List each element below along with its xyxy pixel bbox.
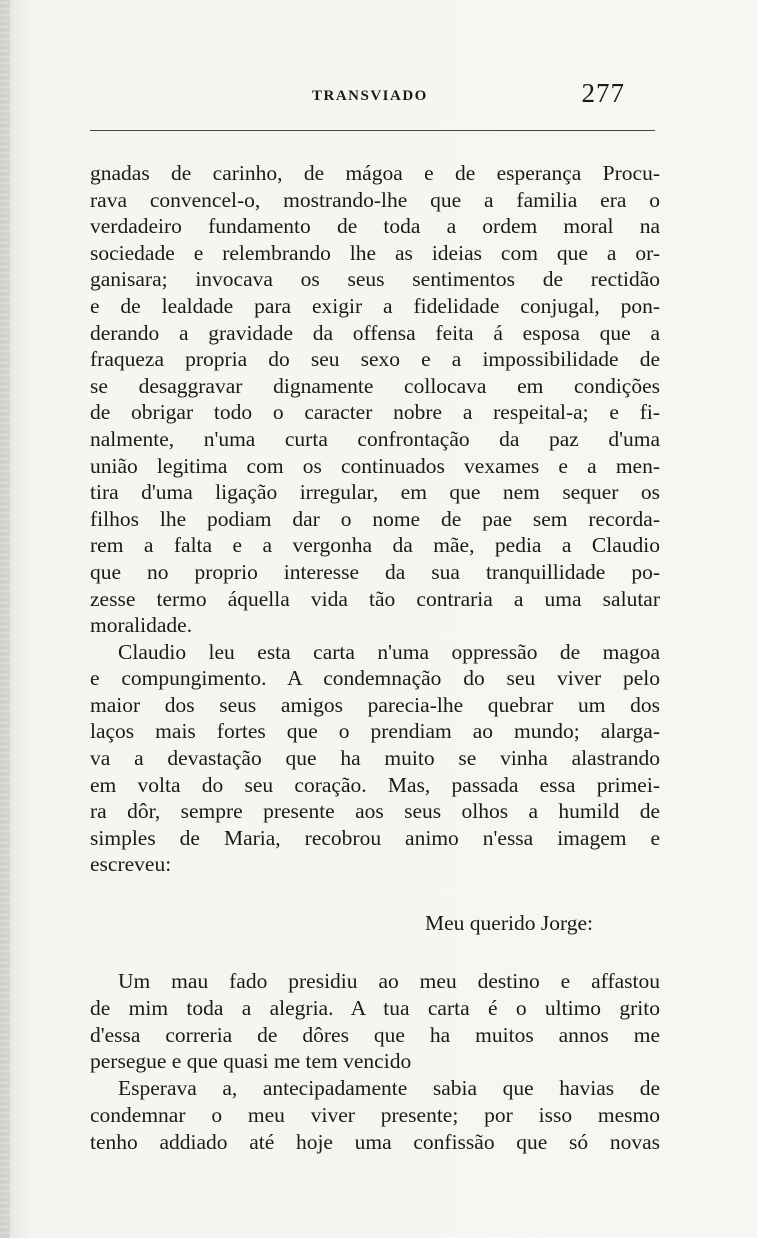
text-line: se desaggravar dignamente collocava em condições bbox=[90, 373, 660, 398]
text-line: que no proprio interesse da sua tranquillidade po- bbox=[90, 559, 660, 584]
text-line: zesse termo áquella vida tão contraria a uma salutar bbox=[90, 586, 660, 611]
book-spine-shadow bbox=[0, 0, 10, 1238]
text-line: nalmente, n'uma curta confrontação da paz d'uma bbox=[90, 426, 660, 451]
text-line: rem a falta e a vergonha da mãe, pedia a Claudio bbox=[90, 533, 660, 558]
text-line: d'essa correria de dôres que ha muitos annos me bbox=[90, 1022, 660, 1047]
text-line: rava convencel-o, mostrando-lhe que a familia era o bbox=[90, 187, 660, 212]
text-line: sociedade e relembrando lhe as ideias com que a or- bbox=[90, 240, 660, 265]
text-line: simples de Maria, recobrou animo n'essa imagem e bbox=[90, 825, 660, 850]
text-line: Esperava a, antecipadamente sabia que havias de bbox=[118, 1076, 660, 1101]
text-line: escreveu: bbox=[90, 852, 172, 877]
text-line: ra dôr, sempre presente aos seus olhos a humild de bbox=[90, 799, 660, 824]
text-line: ganisara; invocava os seus sentimentos de rectidão bbox=[90, 267, 660, 292]
page-header bbox=[90, 78, 655, 110]
text-line: va a devastação que ha muito se vinha alastrando bbox=[90, 746, 660, 771]
text-line: condemnar o meu viver presente; por isso mesmo bbox=[90, 1102, 660, 1127]
narrative-text bbox=[90, 160, 660, 878]
letter-text bbox=[90, 968, 660, 1156]
text-line: em volta do seu coração. Mas, passada essa primei- bbox=[90, 772, 660, 797]
header-rule bbox=[90, 130, 655, 131]
text-line: gnadas de carinho, de mágoa e de esperança Procu- bbox=[90, 161, 660, 185]
text-line: filhos lhe podiam dar o nome de pae sem recorda- bbox=[90, 506, 660, 531]
text-line: e compungimento. A condemnação do seu viver pelo bbox=[90, 666, 660, 691]
letter-salutation: Meu querido Jorge: bbox=[425, 911, 593, 935]
text-line: tenho addiado até hoje uma confissão que só novas bbox=[90, 1129, 660, 1154]
text-line: tira d'uma ligação irregular, em que nem sequer os bbox=[90, 480, 660, 505]
text-line: união legitima com os continuados vexames e a men- bbox=[90, 453, 660, 478]
text-line: Um mau fado presidiu ao meu destino e affastou bbox=[118, 969, 660, 993]
text-line: e de lealdade para exigir a fidelidade conjugal, pon- bbox=[90, 293, 660, 318]
text-line: Claudio leu esta carta n'uma oppressão de magoa bbox=[118, 639, 660, 664]
text-line: de mim toda a alegria. A tua carta é o ultimo grito bbox=[90, 995, 660, 1020]
text-line: fraqueza propria do seu sexo e a impossibilidade de bbox=[90, 347, 660, 372]
text-line: verdadeiro fundamento de toda a ordem moral na bbox=[90, 214, 660, 239]
text-line: persegue e que quasi me tem vencido bbox=[90, 1049, 412, 1074]
text-line: derando a gravidade da offensa feita á esposa que a bbox=[90, 320, 660, 345]
text-line: maior dos seus amigos parecia-lhe quebrar um dos bbox=[90, 692, 660, 717]
text-line: laços mais fortes que o prendiam ao mundo; alarga- bbox=[90, 719, 660, 744]
text-line: moralidade. bbox=[90, 613, 193, 638]
text-line: de obrigar todo o caracter nobre a respeital-a; e fi- bbox=[90, 400, 660, 425]
running-title: TRANSVIADO bbox=[312, 88, 428, 104]
page-number: 277 bbox=[581, 78, 625, 108]
